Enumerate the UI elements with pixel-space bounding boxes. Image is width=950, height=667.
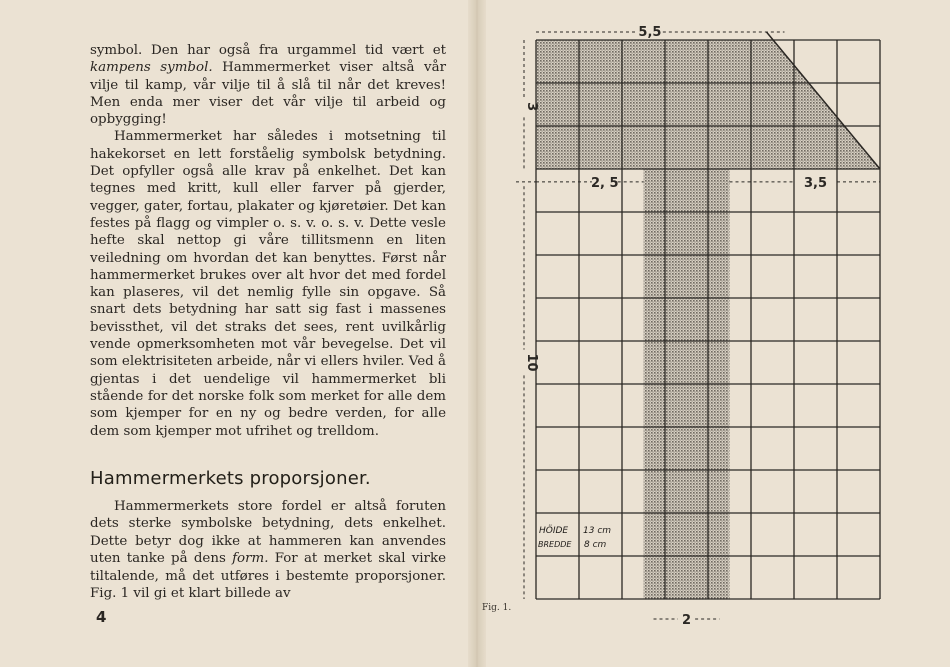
label-handle-width: 2 bbox=[681, 613, 692, 628]
paragraph-hammermerket: Hammermerket har således i motsetning til hakekorset en lett forståelig symbolsk betydning. Det opfyller også alle krav på enkelhet. Det kan tegnes med kritt, kull eller farver på gjerder, vegger, gater, fortau, plakater og kjøretøier. Det kan festes på flagg og vimpler o. s. v. o. s. v. Dette vesle hefte skal nettop gi våre tillitsmenn en liten veiledning om hvordan det kan benyttes. Først når hammermerket brukes over alt hvor det med fordel kan plaseres, vil det nemlig fylle sin opgave. Så snart dets betydning har satt sig fast i massenes bevissthet, vil det straks det sees, rent uvilkårlig vende opmerksomheten mot vår bevegelse. Det vil som elektrisiteten arbeide, når vi ellers hviler. Ved å gjentas i det uendelige vil hammermerket bli stående for det norske folk som merket for alle dem som kjemper for en ny og bedre verden, for alle dem som kjemper mot ufrihet og trelldom. bbox=[90, 129, 446, 439]
note-height-label: HÖIDE bbox=[539, 526, 569, 536]
note-width-label: BREDDE bbox=[538, 540, 572, 549]
right-page bbox=[482, 0, 950, 667]
page-number: 4 bbox=[96, 608, 107, 626]
label-total-height: 10 bbox=[524, 353, 539, 372]
book-gutter bbox=[468, 0, 486, 667]
note-width-value: 8 cm bbox=[584, 540, 607, 550]
body-text bbox=[90, 42, 446, 440]
text-run: For at merket skal virke tiltalende, må det utføres i bestemte proporsjoner. Fig. 1 vil gi et klart billede av bbox=[90, 551, 446, 602]
italic-run: kampens symbol. bbox=[90, 60, 213, 76]
left-page bbox=[0, 0, 470, 667]
label-right-overhang: 3,5 bbox=[803, 175, 828, 191]
handwritten-note bbox=[538, 525, 611, 550]
section-heading: Hammermerkets proporsjoner. bbox=[90, 468, 371, 489]
italic-run: form. bbox=[232, 551, 269, 567]
label-left-overhang: 2, 5 bbox=[591, 175, 619, 191]
text-run: Hammermerkets store fordel er altså foruten dets sterke symbolske betydning, dets enkelhet. Dette betyr dog ikke at hammeren kan anvendes uten tanke på dens bbox=[90, 499, 446, 567]
label-top-width: 5,5 bbox=[638, 25, 662, 40]
note-height-value: 13 cm bbox=[583, 526, 612, 536]
text-run: Hammermerket viser altså vår vilje til kamp, vår vilje til å slå til når det kreves! Men enda mer viser det vår vilje til arbeid og opbygging! bbox=[90, 60, 446, 128]
paragraph-proporsjoner bbox=[90, 498, 446, 602]
hammer-proportion-figure bbox=[486, 0, 950, 667]
paragraph-symbol bbox=[90, 42, 446, 128]
label-head-height: 3 bbox=[524, 102, 539, 112]
figure-caption: Fig. 1. bbox=[482, 603, 512, 613]
text-run: symbol. Den har også fra urgammel tid vært et bbox=[90, 43, 446, 58]
section-text bbox=[90, 498, 446, 602]
